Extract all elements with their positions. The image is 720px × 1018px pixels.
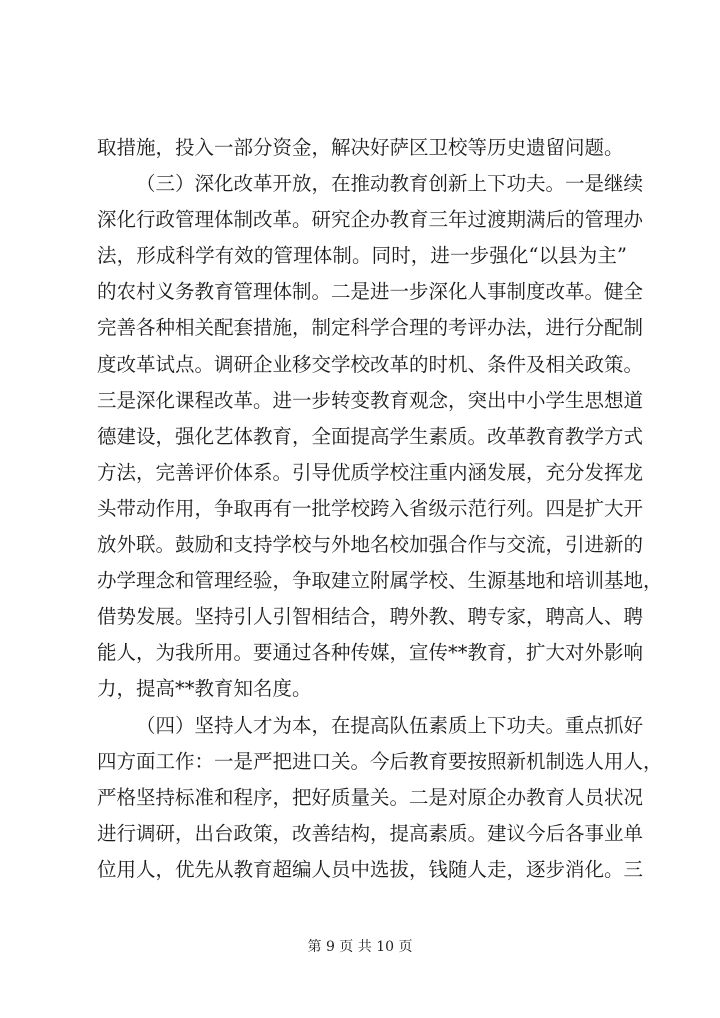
text-line: 法，形成科学有效的管理体制。同时，进一步强化“以县为主” <box>97 244 627 268</box>
text-line: 完善各种相关配套措施，制定科学合理的考评办法，进行分配制 <box>97 316 644 340</box>
text-line: 能人，为我所用。要通过各种传媒，宣传**教育，扩大对外影响 <box>97 641 644 665</box>
page-footer: 第 9 页 共 10 页 <box>307 939 413 955</box>
text-line: 四方面工作：一是严把进口关。今后教育要按照新机制选人用人， <box>97 749 663 773</box>
text-line: 头带动作用，争取再有一批学校跨入省级示范行列。四是扩大开 <box>97 496 644 520</box>
text-line: 力，提高**教育知名度。 <box>97 677 312 701</box>
text-line: 放外联。鼓励和支持学校与外地名校加强合作与交流，引进新的 <box>97 533 644 557</box>
text-line: 深化行政管理体制改革。研究企办教育三年过渡期满后的管理办 <box>97 208 644 232</box>
text-line: 的农村义务教育管理体制。二是进一步深化人事制度改革。健全 <box>97 280 644 304</box>
text-line: （三）深化改革开放，在推动教育创新上下功夫。一是继续 <box>136 172 644 196</box>
text-line: 度改革试点。调研企业移交学校改革的时机、条件及相关政策。 <box>97 352 644 376</box>
text-line: 借势发展。坚持引人引智相结合，聘外教、聘专家，聘高人、聘 <box>97 605 644 629</box>
text-line: 取措施，投入一部分资金，解决好萨区卫校等历史遗留问题。 <box>97 136 624 159</box>
text-line: 三是深化课程改革。进一步转变教育观念，突出中小学生思想道 <box>97 388 644 412</box>
text-line: 德建设，强化艺体教育，全面提高学生素质。改革教育教学方式 <box>97 424 644 448</box>
text-line: 严格坚持标准和程序，把好质量关。二是对原企办教育人员状况 <box>97 785 644 809</box>
text-line: 方法，完善评价体系。引导优质学校注重内涵发展，充分发挥龙 <box>97 460 644 484</box>
text-line: （四）坚持人才为本，在提高队伍素质上下功夫。重点抓好 <box>136 713 644 737</box>
body-text <box>97 130 663 888</box>
text-line: 位用人，优先从教育超编人员中选拔，钱随人走，逐步消化。三 <box>97 857 644 881</box>
text-line: 办学理念和管理经验，争取建立附属学校、生源基地和培训基地， <box>97 569 663 593</box>
text-line: 进行调研，出台政策，改善结构，提高素质。建议今后各事业单 <box>97 821 644 845</box>
